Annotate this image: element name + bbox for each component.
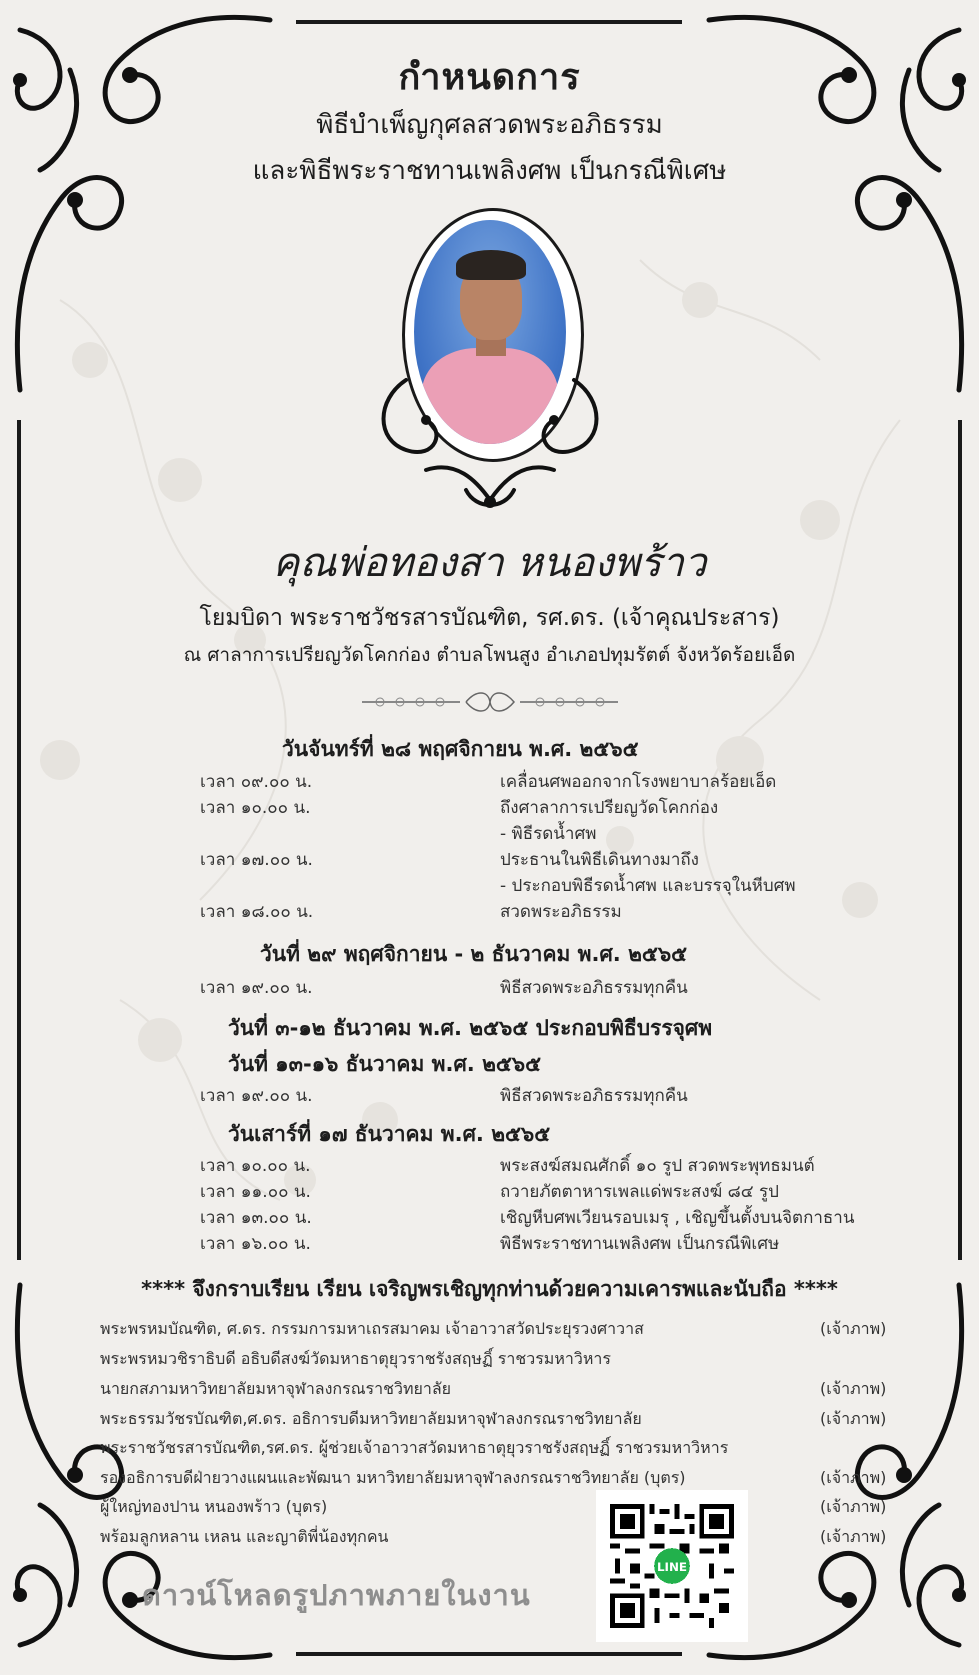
venue: ณ ศาลาการเปรียญวัดโคกก่อง ตำบลโพนสูง อำเภอปทุมรัตต์ จังหวัดร้อยเอ็ด — [183, 644, 796, 666]
schedule-row-activity: พิธีพระราชทานเพลิงศพ เป็นกรณีพิเศษ — [500, 1234, 780, 1254]
schedule-day-4-heading: วันที่ ๑๓-๑๖ ธันวาคม พ.ศ. ๒๕๖๕ — [228, 1052, 542, 1076]
schedule-row-activity: - ประกอบพิธีรดน้ำศพ และบรรจุในหีบศพ — [500, 876, 796, 896]
host-line: พร้อมลูกหลาน เหลน และญาติพี่น้องทุกคน — [100, 1527, 389, 1546]
deceased-relation: โยมบิดา พระราชวัชรสารบัณฑิต, รศ.ดร. (เจ้าคุณประสาร) — [199, 605, 780, 631]
schedule-row-activity: พิธีสวดพระอภิธรรมทุกคืน — [500, 1086, 688, 1106]
schedule-day-5-heading: วันเสาร์ที่ ๑๗ ธันวาคม พ.ศ. ๒๕๖๕ — [228, 1122, 551, 1146]
schedule-row-time: เวลา ๑๙.๐๐ น. — [200, 978, 313, 998]
page-title: กำหนดการ — [398, 57, 581, 98]
host-line: นายกสภามหาวิทยาลัยมหาจุฬาลงกรณราชวิทยาลัย — [100, 1379, 452, 1398]
schedule-row-time: เวลา ๑๓.๐๐ น. — [200, 1208, 312, 1228]
download-photos-text: ดาวน์โหลดรูปภาพภายในงาน — [142, 1578, 531, 1612]
schedule-row-activity: ถวายภัตตาหารเพลแด่พระสงฆ์ ๘๔ รูป — [500, 1182, 779, 1202]
divider-ornament — [360, 690, 620, 714]
schedule-row-time: เวลา ๑๙.๐๐ น. — [200, 1086, 313, 1106]
host-line: พระราชวัชรสารบัณฑิต,รศ.ดร. ผู้ช่วยเจ้าอาวาสวัดมหาธาตุยุวราชรังสฤษฏิ์ ราชวรมหาวิหาร — [100, 1438, 729, 1457]
host-line: พระพรหมบัณฑิต, ศ.ดร. กรรมการมหาเถรสมาคม เจ้าอาวาสวัดประยุรวงศาวาส — [100, 1319, 644, 1338]
schedule-day-3-heading: วันที่ ๓-๑๒ ธันวาคม พ.ศ. ๒๕๖๕ ประกอบพิธีบรรจุศพ — [228, 1016, 713, 1040]
ceremony-line-2: และพิธีพระราชทานเพลิงศพ เป็นกรณีพิเศษ — [252, 156, 727, 186]
schedule-row-time: เวลา ๑๖.๐๐ น. — [200, 1234, 311, 1254]
qr-code[interactable] — [596, 1490, 748, 1642]
host-role: (เจ้าภาพ) — [820, 1468, 887, 1487]
schedule-row-activity: เชิญหีบศพเวียนรอบเมรุ , เชิญขึ้นตั้งบนจิตกาธาน — [500, 1208, 855, 1228]
schedule-row-activity: - พิธีรดน้ำศพ — [500, 824, 597, 844]
photo-hair — [456, 250, 526, 280]
qr-code-icon — [610, 1504, 734, 1628]
host-role: (เจ้าภาพ) — [820, 1527, 887, 1546]
schedule-row-activity: เคลื่อนศพออกจากโรงพยาบาลร้อยเอ็ด — [500, 772, 777, 792]
schedule-row-activity: ประธานในพิธีเดินทางมาถึง — [500, 850, 699, 870]
host-role: (เจ้าภาพ) — [820, 1409, 887, 1428]
schedule-row-activity: พระสงฆ์สมณศักดิ์ ๑๐ รูป สวดพระพุทธมนต์ — [500, 1156, 815, 1176]
schedule-row-time: เวลา ๑๘.๐๐ น. — [200, 902, 314, 922]
host-line: พระพรหมวชิราธิบดี อธิบดีสงฆ์วัดมหาธาตุยุวราชรังสฤษฏิ์ ราชวรมหาวิหาร — [100, 1349, 611, 1368]
schedule-row-time: เวลา ๑๑.๐๐ น. — [200, 1182, 311, 1202]
host-role: (เจ้าภาพ) — [820, 1319, 887, 1338]
schedule-row-time: เวลา ๑๐.๐๐ น. — [200, 798, 311, 818]
ceremony-line-1: พิธีบำเพ็ญกุศลสวดพระอภิธรรม — [316, 110, 663, 140]
line-logo-label: LINE — [656, 1559, 688, 1574]
bottom-rule — [296, 1652, 682, 1656]
schedule-day-1-heading: วันจันทร์ที่ ๒๘ พฤศจิกายน พ.ศ. ๒๕๖๕ — [282, 737, 639, 761]
schedule-row-activity: สวดพระอภิธรรม — [500, 902, 622, 922]
host-role: (เจ้าภาพ) — [820, 1379, 887, 1398]
schedule-row-activity: พิธีสวดพระอภิธรรมทุกคืน — [500, 978, 688, 998]
schedule-row-time: เวลา ๑๗.๐๐ น. — [200, 850, 313, 870]
schedule-day-2-heading: วันที่ ๒๙ พฤศจิกายน - ๒ ธันวาคม พ.ศ. ๒๕๖๕ — [260, 942, 688, 966]
schedule-row-time: เวลา ๑๐.๐๐ น. — [200, 1156, 311, 1176]
schedule-row-activity: ถึงศาลาการเปรียญวัดโคกก่อง — [500, 798, 719, 818]
schedule-row-time: เวลา ๐๙.๐๐ น. — [200, 772, 313, 792]
deceased-name: คุณพ่อทองสา หนองพร้าว — [272, 540, 707, 586]
host-line: พระธรรมวัชรบัณฑิต,ศ.ดร. อธิการบดีมหาวิทยาลัยมหาจุฬาลงกรณราชวิทยาลัย — [100, 1409, 642, 1428]
host-role: (เจ้าภาพ) — [820, 1497, 887, 1516]
top-rule — [296, 20, 682, 24]
host-line: รองอธิการบดีฝ่ายวางแผนและพัฒนา มหาวิทยาลัยมหาจุฬาลงกรณราชวิทยาลัย (บุตร) — [100, 1468, 686, 1487]
portrait-flourish — [366, 370, 614, 520]
invitation-closing: **** จึงกราบเรียน เรียน เจริญพรเชิญทุกท่านด้วยความเคารพและนับถือ **** — [141, 1277, 838, 1301]
host-line: ผู้ใหญ่ทองปาน หนองพร้าว (บุตร) — [100, 1497, 328, 1516]
